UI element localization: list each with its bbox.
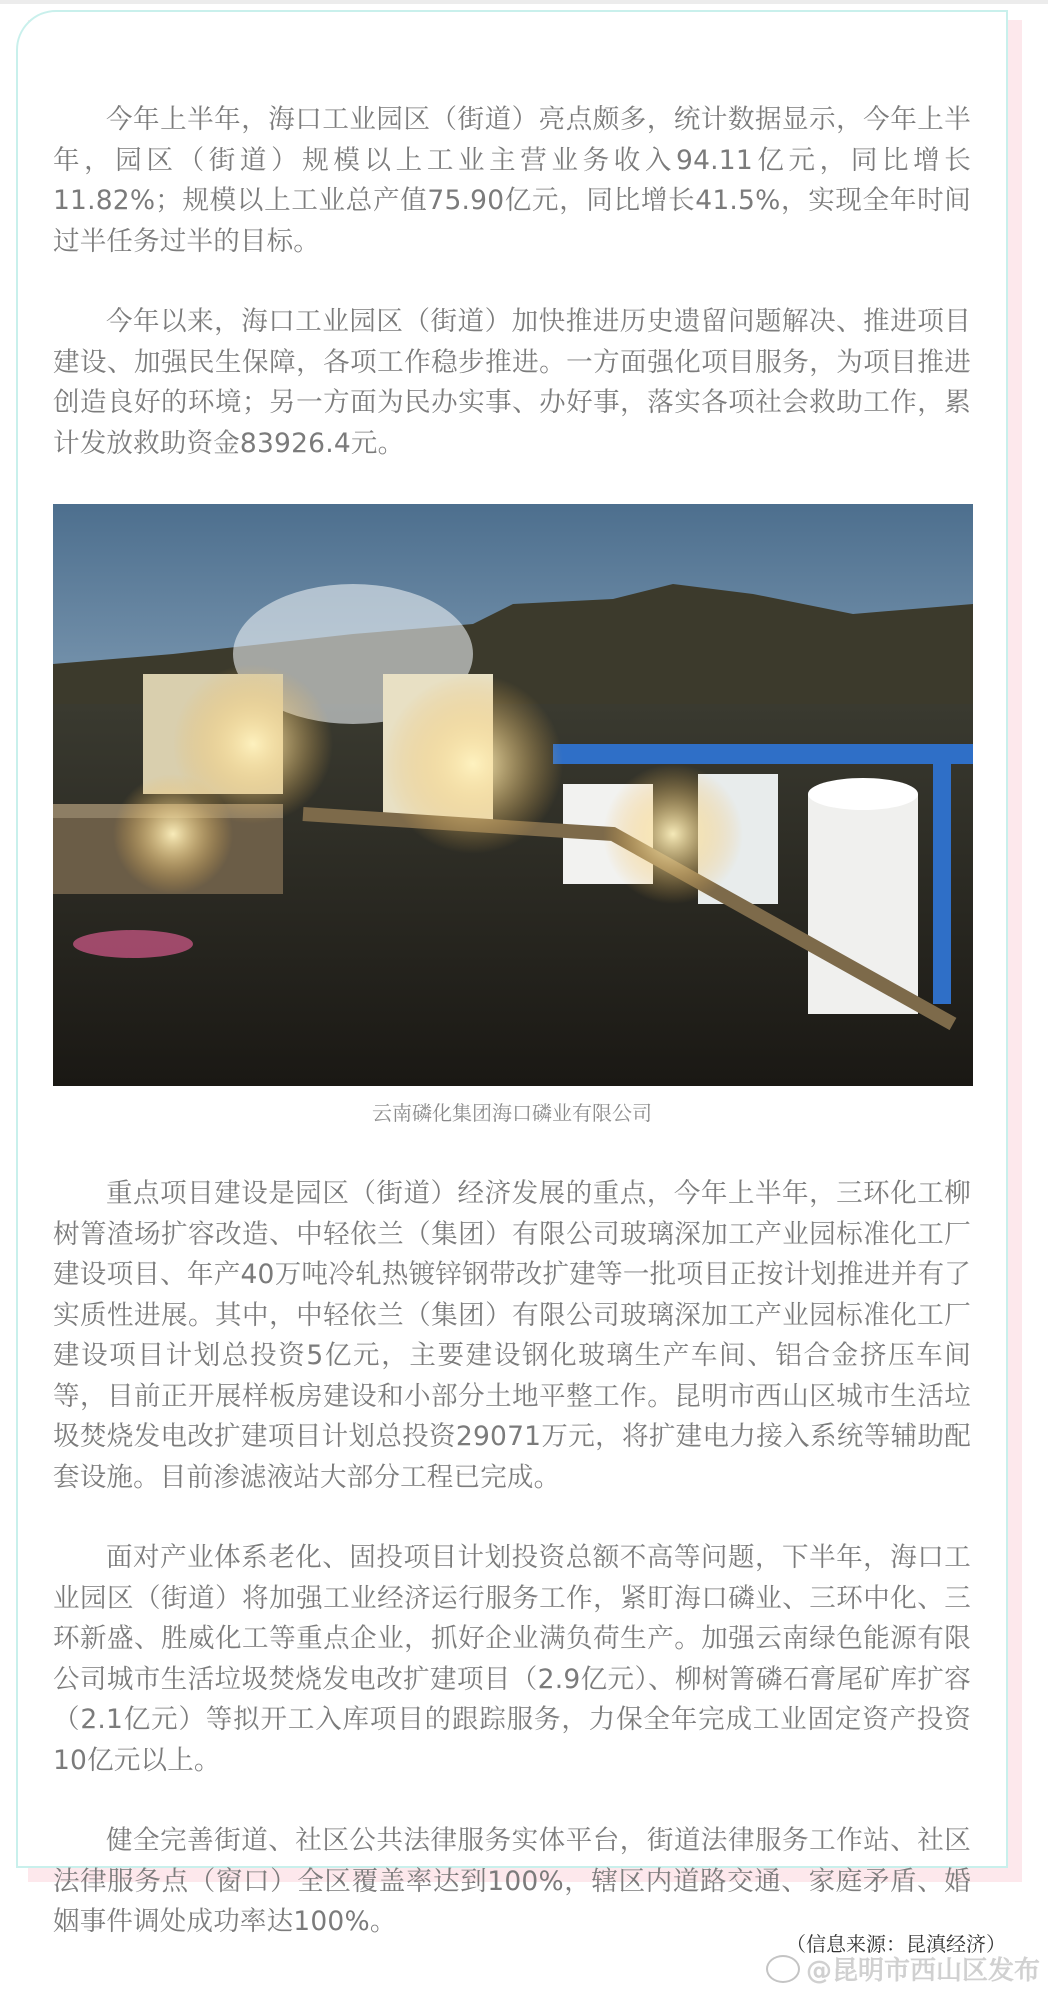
paragraph-3: 重点项目建设是园区（街道）经济发展的重点，今年上半年，三环化工柳树箐渣场扩容改造、中轻依兰（集团）有限公司玻璃深加工产业园标准化工厂建设项目、年产40万吨冷轧热镀锌钢带改扩建等一批项目正按计划推进并有了实质性进展。其中，中轻依兰（集团）有限公司玻璃深加工产业园标准化工厂建设项目计划总投资5亿元，主要建设钢化玻璃生产车间、铝合金挤压车间等，目前正开展样板房建设和小部分土地平整工作。昆明市西山区城市生活垃圾焚烧发电改扩建项目计划总投资29071万元，将扩建电力接入系统等辅助配套设施。目前渗滤液站大部分工程已完成。 <box>53 1178 971 1493</box>
top-divider <box>0 0 1048 4</box>
paragraph-4: 面对产业体系老化、固投项目计划投资总额不高等问题，下半年，海口工业园区（街道）将加强工业经济运行服务工作，紧盯海口磷业、三环中化、三环新盛、胜威化工等重点企业，抓好企业满负荷生产。加强云南绿色能源有限公司城市生活垃圾焚烧发电改扩建项目（2.9亿元）、柳树箐磷石膏尾矿库扩容（2.1亿元）等拟开工入库项目的跟踪服务，力保全年完成工业固定资产投资10亿元以上。 <box>53 1542 971 1776</box>
photo-caption: 云南磷化集团海口磷业有限公司 <box>372 1101 652 1125</box>
factory-night-photo <box>53 504 973 1086</box>
info-source: （信息来源：昆滇经济） <box>786 1932 1006 1956</box>
weibo-watermark <box>766 1950 1040 1987</box>
paragraph-1: 今年上半年，海口工业园区（街道）亮点颇多，统计数据显示，今年上半年，园区（街道）规模以上工业主营业务收入94.11亿元，同比增长11.82%；规模以上工业总产值75.90亿元，同比增长41.5%，实现全年时间过半任务过半的目标。 <box>53 104 971 257</box>
watermark-text: @昆明市西山区发布 <box>805 1956 1040 1986</box>
article-body <box>53 100 971 1983</box>
paragraph-2: 今年以来，海口工业园区（街道）加快推进历史遗留问题解决、推进项目建设、加强民生保障，各项工作稳步推进。一方面强化项目服务，为项目推进创造良好的环境；另一方面为民办实事、办好事，落实各项社会救助工作，累计发放救助资金83926.4元。 <box>53 306 971 459</box>
paragraph-5: 健全完善街道、社区公共法律服务实体平台，街道法律服务工作站、社区法律服务点（窗口）全区覆盖率达到100%，辖区内道路交通、家庭矛盾、婚姻事件调处成功率达100%。 <box>53 1825 971 1937</box>
weibo-logo-icon <box>766 1955 800 1983</box>
